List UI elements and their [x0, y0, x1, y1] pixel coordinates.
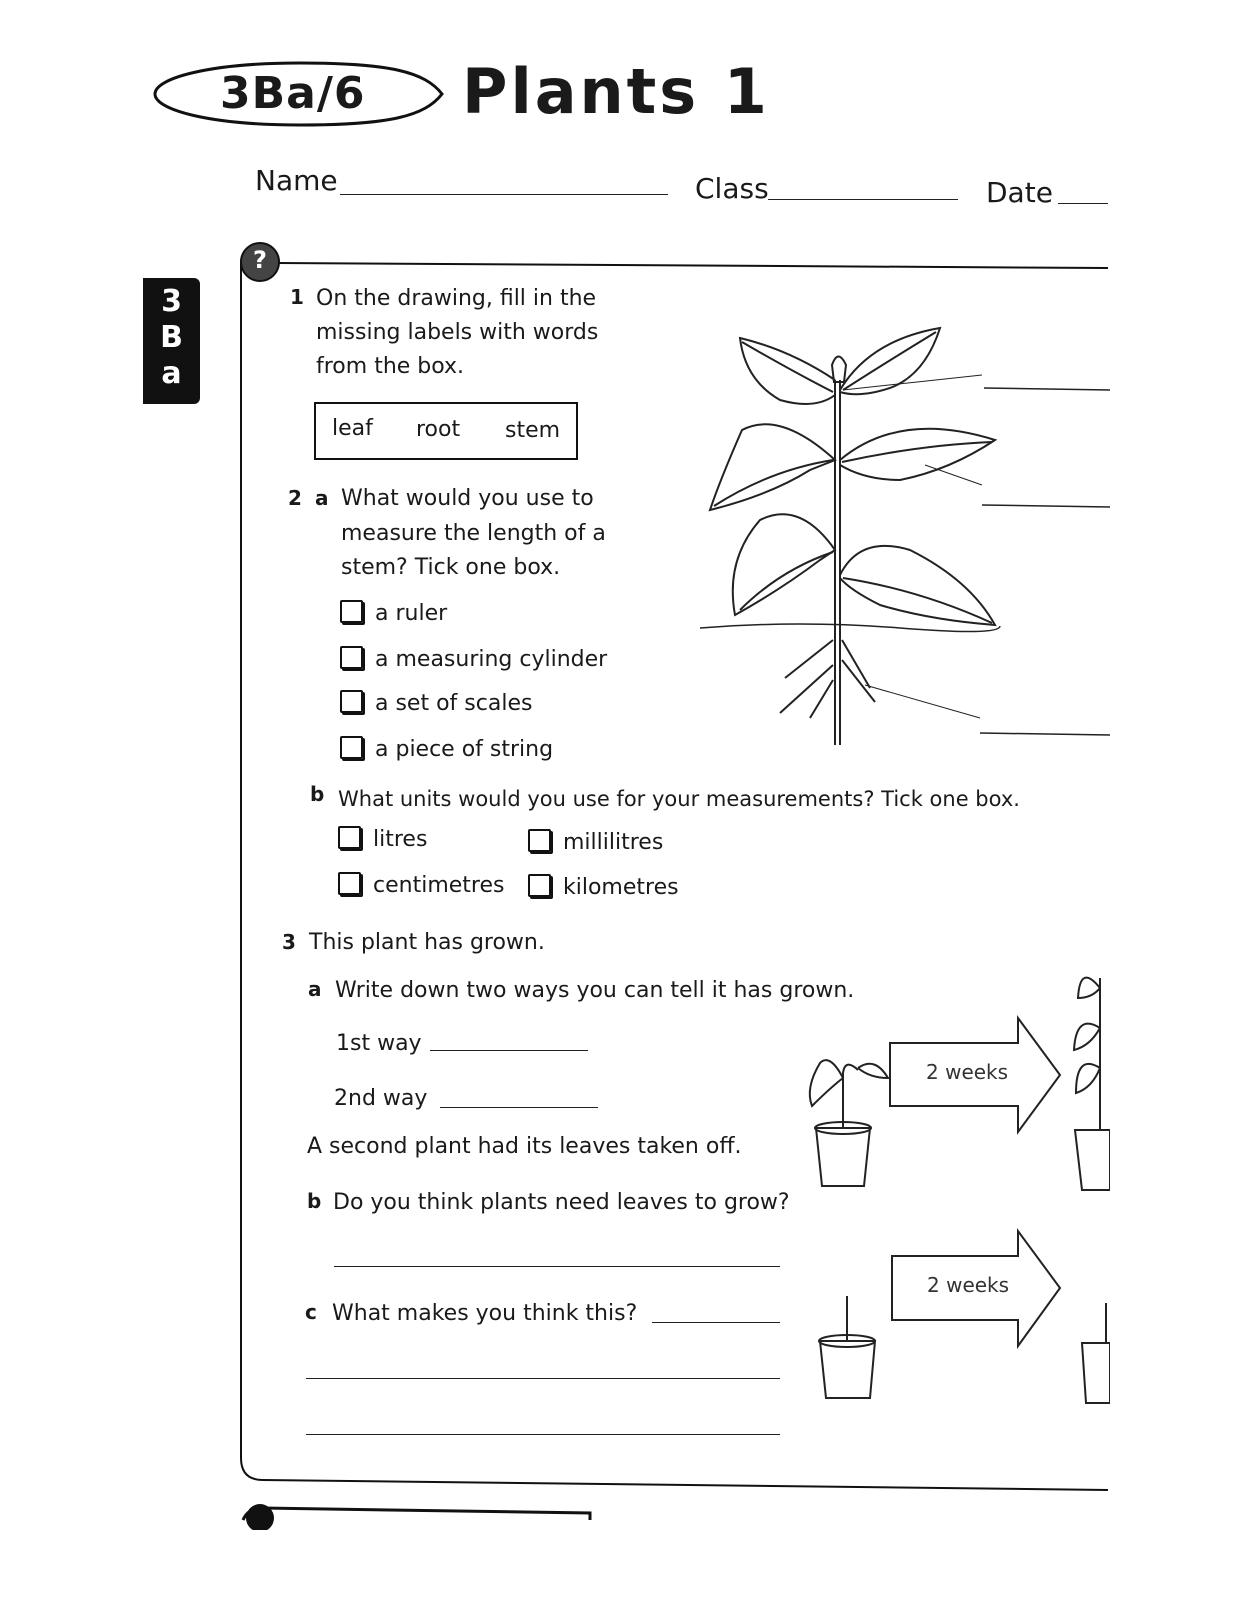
side-tab-letter-b: B [160, 320, 183, 355]
word-root: root [416, 417, 461, 442]
question-2a-letter: a [315, 486, 329, 510]
second-plant-text: A second plant had its leaves taken off. [307, 1134, 742, 1159]
question-2a-line-1: What would you use to [341, 486, 594, 511]
question-2-number: 2 [288, 486, 302, 510]
question-2b-text: What units would you use for your measurements? Tick one box. [338, 787, 1020, 811]
option-millilitres[interactable]: millilitres [528, 829, 663, 855]
option-kilometres[interactable]: kilometres [528, 874, 679, 900]
second-way-field[interactable] [440, 1107, 598, 1108]
class-label: Class [695, 172, 769, 205]
first-way-label: 1st way [336, 1031, 422, 1056]
arrow-2-label: 2 weeks [927, 1273, 1010, 1297]
option-set-of-scales[interactable]: a set of scales [340, 690, 532, 716]
question-3b-text: Do you think plants need leaves to grow? [333, 1190, 790, 1215]
name-field[interactable] [340, 194, 668, 195]
second-way-label: 2nd way [334, 1086, 428, 1111]
name-label: Name [255, 164, 338, 197]
date-field[interactable] [1058, 203, 1108, 204]
question-3-number: 3 [282, 930, 296, 954]
answer-3b-field[interactable] [334, 1266, 780, 1267]
answer-3c-field-1[interactable] [652, 1322, 780, 1323]
header-code: 3Ba/6 [220, 68, 366, 119]
help-icon: ? [253, 246, 267, 274]
question-2a-line-3: stem? Tick one box. [341, 555, 561, 580]
class-field[interactable] [768, 199, 958, 200]
checkbox[interactable] [340, 736, 363, 759]
side-tab [143, 278, 200, 404]
next-section-edge [238, 1500, 598, 1530]
page-title: Plants 1 [462, 55, 770, 128]
option-centimetres[interactable]: centimetres [338, 872, 504, 898]
checkbox[interactable] [528, 829, 551, 852]
question-3b-letter: b [307, 1189, 322, 1213]
question-3c-letter: c [305, 1300, 317, 1324]
checkbox[interactable] [340, 600, 363, 623]
question-1-line-3: from the box. [316, 354, 465, 379]
arrow-1-label: 2 weeks [926, 1060, 1009, 1084]
question-1-number: 1 [290, 285, 304, 309]
growth-illustration [800, 958, 1110, 1408]
plant-diagram [700, 320, 1110, 760]
question-1-line-2: missing labels with words [316, 320, 599, 345]
question-2b-letter: b [310, 782, 325, 806]
question-1-line-1: On the drawing, fill in the [316, 286, 597, 311]
question-2a-line-2: measure the length of a [341, 521, 606, 546]
checkbox[interactable] [340, 690, 363, 713]
checkbox[interactable] [338, 872, 361, 895]
question-3a-text: Write down two ways you can tell it has grown. [335, 978, 855, 1003]
question-3c-text: What makes you think this? [332, 1301, 638, 1326]
date-label: Date [986, 176, 1053, 209]
side-tab-letter-a: a [161, 356, 182, 391]
option-litres[interactable]: litres [338, 826, 427, 852]
checkbox[interactable] [338, 826, 361, 849]
option-piece-of-string[interactable]: a piece of string [340, 736, 553, 762]
option-measuring-cylinder[interactable]: a measuring cylinder [340, 646, 607, 672]
checkbox[interactable] [528, 874, 551, 897]
question-3-intro: This plant has grown. [309, 930, 545, 955]
side-tab-digit: 3 [161, 284, 182, 319]
word-stem: stem [505, 418, 561, 443]
option-ruler[interactable]: a ruler [340, 600, 447, 626]
answer-3c-field-2[interactable] [306, 1378, 780, 1379]
checkbox[interactable] [340, 646, 363, 669]
first-way-field[interactable] [430, 1050, 588, 1051]
question-3a-letter: a [308, 977, 322, 1001]
answer-3c-field-3[interactable] [306, 1434, 780, 1435]
word-leaf: leaf [332, 416, 373, 441]
